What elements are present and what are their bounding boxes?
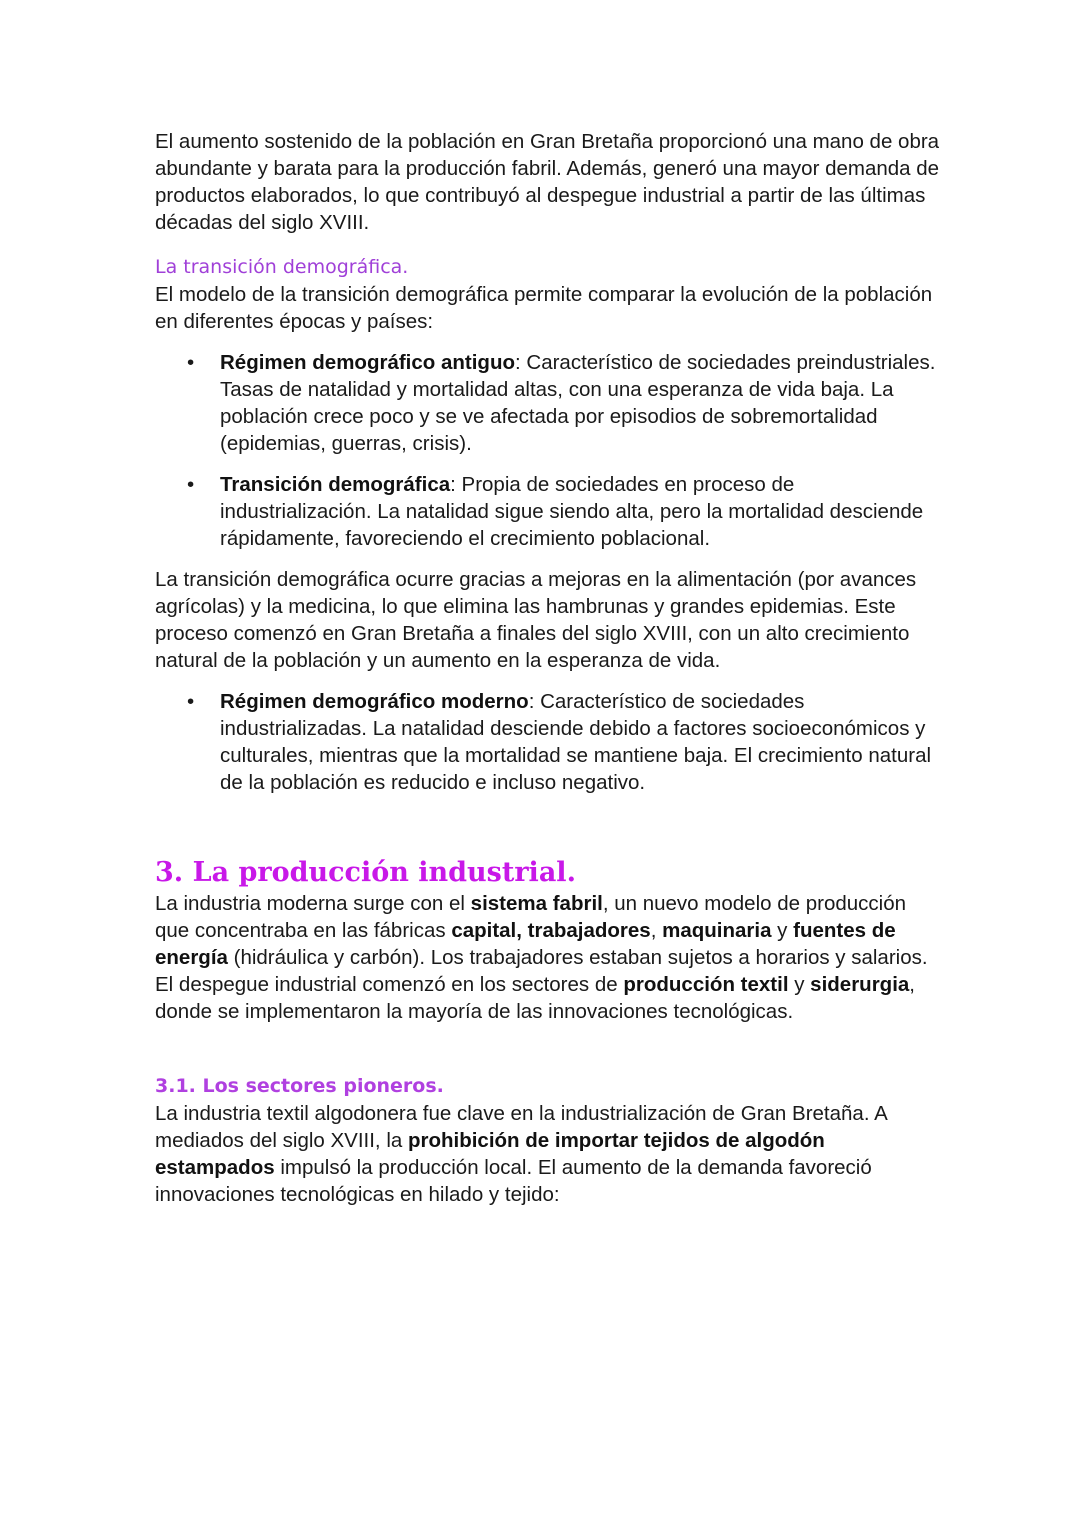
intro-paragraph: El aumento sostenido de la población en Gran Bretaña proporcionó una mano de obra abundante y barata para la producción fabril. Además, generó una mayor demanda de productos elaborados, lo que contribuyó al despegue industrial a partir de las últimas décadas del siglo XVIII. (155, 130, 940, 234)
bullet-icon: • (187, 351, 195, 374)
list-item-text: : Propia de sociedades en proceso de industrialización. La natalidad sigue siendo alta, pero la mortalidad desciende rápidamente, favoreciendo el crecimiento poblacional. (220, 473, 924, 550)
subsection-title: 3.1. Los sectores pioneros. (155, 1075, 444, 1097)
text-run: , un nuevo modelo de producción que concentraba en las fábricas (155, 892, 906, 942)
transition-list-after (155, 688, 940, 796)
bold-term: producción textil (623, 973, 789, 996)
text-run: La industria moderna surge con el (155, 892, 471, 915)
section-paragraph (155, 890, 940, 1025)
bold-term: fuentes de energía (155, 919, 896, 969)
bold-term: capital, trabajadores (451, 919, 651, 942)
text-run: impulsó la producción local. El aumento de la demanda favoreció innovaciones tecnológicas en hilado y tejido: (155, 1156, 872, 1206)
text-run: , (650, 919, 663, 942)
text-run: y (788, 973, 811, 996)
bold-term: sistema fabril (470, 892, 603, 915)
bullet-icon: • (187, 690, 195, 713)
transition-heading: La transición demográfica. (155, 256, 409, 278)
subsection-paragraph (155, 1100, 940, 1208)
transition-middle-paragraph: La transición demográfica ocurre gracias a mejoras en la alimentación (por avances agrícolas) y la medicina, lo que elimina las hambrunas y grandes epidemias. Este proceso comenzó en Gran Bretaña a finales del siglo XVIII, con un alto crecimiento natural de la población y un aumento en la esperanza de vida. (155, 568, 917, 672)
section-title: 3. La producción industrial. (155, 857, 576, 888)
bold-term: prohibición de importar tejidos de algodón estampados (155, 1129, 825, 1179)
list-item-text: : Característico de sociedades industrializadas. La natalidad desciende debido a factores socioeconómicos y culturales, mientras que la mortalidad se mantiene baja. El crecimiento natural de la población es reducido e incluso negativo. (220, 690, 932, 794)
document-page (155, 128, 940, 1208)
text-run: y (771, 919, 794, 942)
list-item-term: Transición demográfica (220, 473, 451, 496)
list-item-term: Régimen demográfico moderno (220, 690, 529, 713)
text-run: (hidráulica y carbón). Los trabajadores estaban sujetos a horarios y salarios. El despegue industrial comenzó en los sectores de (155, 946, 928, 996)
transition-list (155, 349, 940, 552)
bullet-icon: • (187, 473, 195, 496)
list-item-term: Régimen demográfico antiguo (220, 351, 515, 374)
list-item (187, 349, 940, 457)
list-item-text: : Característico de sociedades preindustriales. Tasas de natalidad y mortalidad altas, con una esperanza de vida baja. La población crece poco y se ve afectada por episodios de sobremortalidad (epidemias, guerras, crisis). (220, 351, 936, 455)
text-run: , donde se implementaron la mayoría de las innovaciones tecnológicas. (155, 973, 915, 1023)
list-item (187, 688, 940, 796)
transition-lead: El modelo de la transición demográfica permite comparar la evolución de la población en diferentes épocas y países: (155, 283, 933, 333)
text-run: La industria textil algodonera fue clave en la industrialización de Gran Bretaña. A mediados del siglo XVIII, la (155, 1102, 887, 1152)
bold-term: maquinaria (662, 919, 772, 942)
bold-term: siderurgia (810, 973, 910, 996)
list-item (187, 471, 940, 552)
